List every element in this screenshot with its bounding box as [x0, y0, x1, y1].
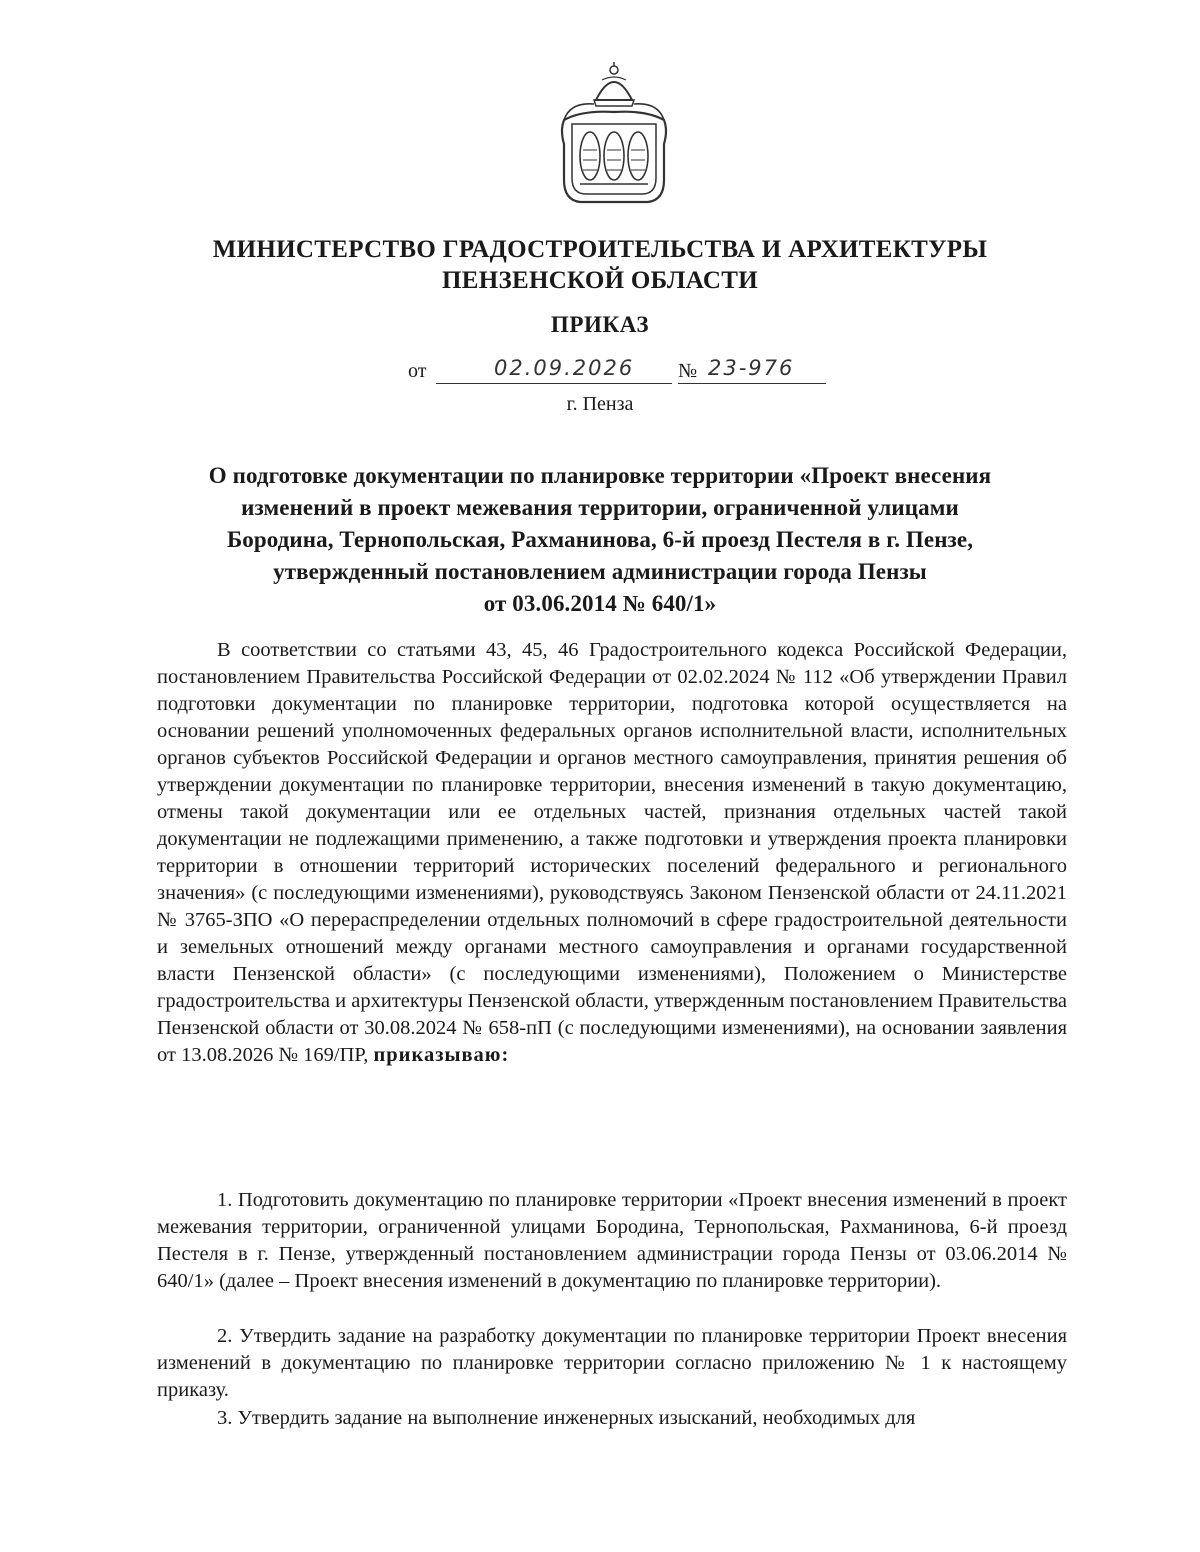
ministry-name [0, 234, 1200, 296]
subject-line-3: Бородина, Тернопольская, Рахманинова, 6-й проезд Пестеля в г. Пензе, [226, 527, 974, 552]
city-name: г. Пенза [566, 393, 634, 415]
number-prefix: № [678, 360, 698, 382]
number-underline [678, 383, 826, 384]
document-date: 02.09.2026 [494, 356, 635, 380]
order-item-1: 1. Подготовить документацию по планировке территории «Проект внесения изменений в проект межевания территории, ограниченной улицами Бородина, Тернопольская, Рахманинова, 6-й проезд Пестеля в г. Пензе, утвержденный постановлением администрации города Пензы от 03.06.2014 № 640/1» (далее – Проект внесения изменений в документацию по планировке территории). [157, 1189, 1067, 1292]
subject-line-4: утвержденный постановлением администрации города Пензы [273, 559, 927, 584]
ministry-line-1: МИНИСТЕРСТВО ГРАДОСТРОИТЕЛЬСТВА И АРХИТЕКТУРЫ [212, 236, 988, 263]
document-number: 23-976 [708, 356, 795, 380]
preamble-text: В соответствии со статьями 43, 45, 46 Градостроительного кодекса Российской Федерации, постановлением Правительства Российской Федерации от 02.02.2024 № 112 «Об утверждении Правил подготовки документации по планировке территории, подготовка которой осуществляется на основании решений уполномоченных федеральных органов исполнительной власти, исполнительных органов субъектов Российской Федерации и органов местного самоуправления, принятия решения об утверждении документации по планировке территории, внесения изменений в такую документацию, отмены такой документации или ее отдельных частей, признания отдельных частей такой документации не подлежащими применению, а также подготовки и утверждения проекта планировки территории в отношении территорий исторических поселений федерального и регионального значения» (с последующими изменениями), руководствуясь Законом Пензенской области от 24.11.2021 № 3765-ЗПО «О перераспределении отдельных полномочий в сфере градостроительной деятельности и земельных отношений между органами местного самоуправления и органами государственной власти Пензенской области» (с последующими изменениями), Положением о Министерстве градостроительства и архитектуры Пензенской области, утвержденным постановлением Правительства Пензенской области от 30.08.2024 № 658-пП (с последующими изменениями), на основании заявления от 13.08.2026 № 169/ПР, [157, 639, 1067, 1066]
ministry-line-2: ПЕНЗЕНСКОЙ ОБЛАСТИ [442, 267, 758, 294]
date-underline [436, 383, 672, 384]
subject-line-1: О подготовке документации по планировке территории «Проект внесения [208, 463, 992, 488]
document-type-title: ПРИКАЗ [550, 312, 650, 337]
coat-of-arms-icon [556, 60, 672, 210]
order-item-2: 2. Утвердить задание на разработку документации по планировке территории Проект внесения изменений в документацию по планировке территории согласно приложению № 1 к настоящему приказу. [157, 1325, 1067, 1401]
subject-line-2: изменений в проект межевания территории, ограниченной улицами [241, 495, 959, 520]
date-prefix: от [408, 360, 427, 382]
preamble-paragraph [157, 637, 1067, 1069]
document-subject [150, 460, 1050, 620]
order-item-3: 3. Утвердить задание на выполнение инженерных изысканий, необходимых для [217, 1407, 916, 1429]
order-word: приказываю: [373, 1044, 510, 1066]
subject-line-5: от 03.06.2014 № 640/1» [483, 591, 717, 616]
date-number-line [408, 358, 828, 386]
